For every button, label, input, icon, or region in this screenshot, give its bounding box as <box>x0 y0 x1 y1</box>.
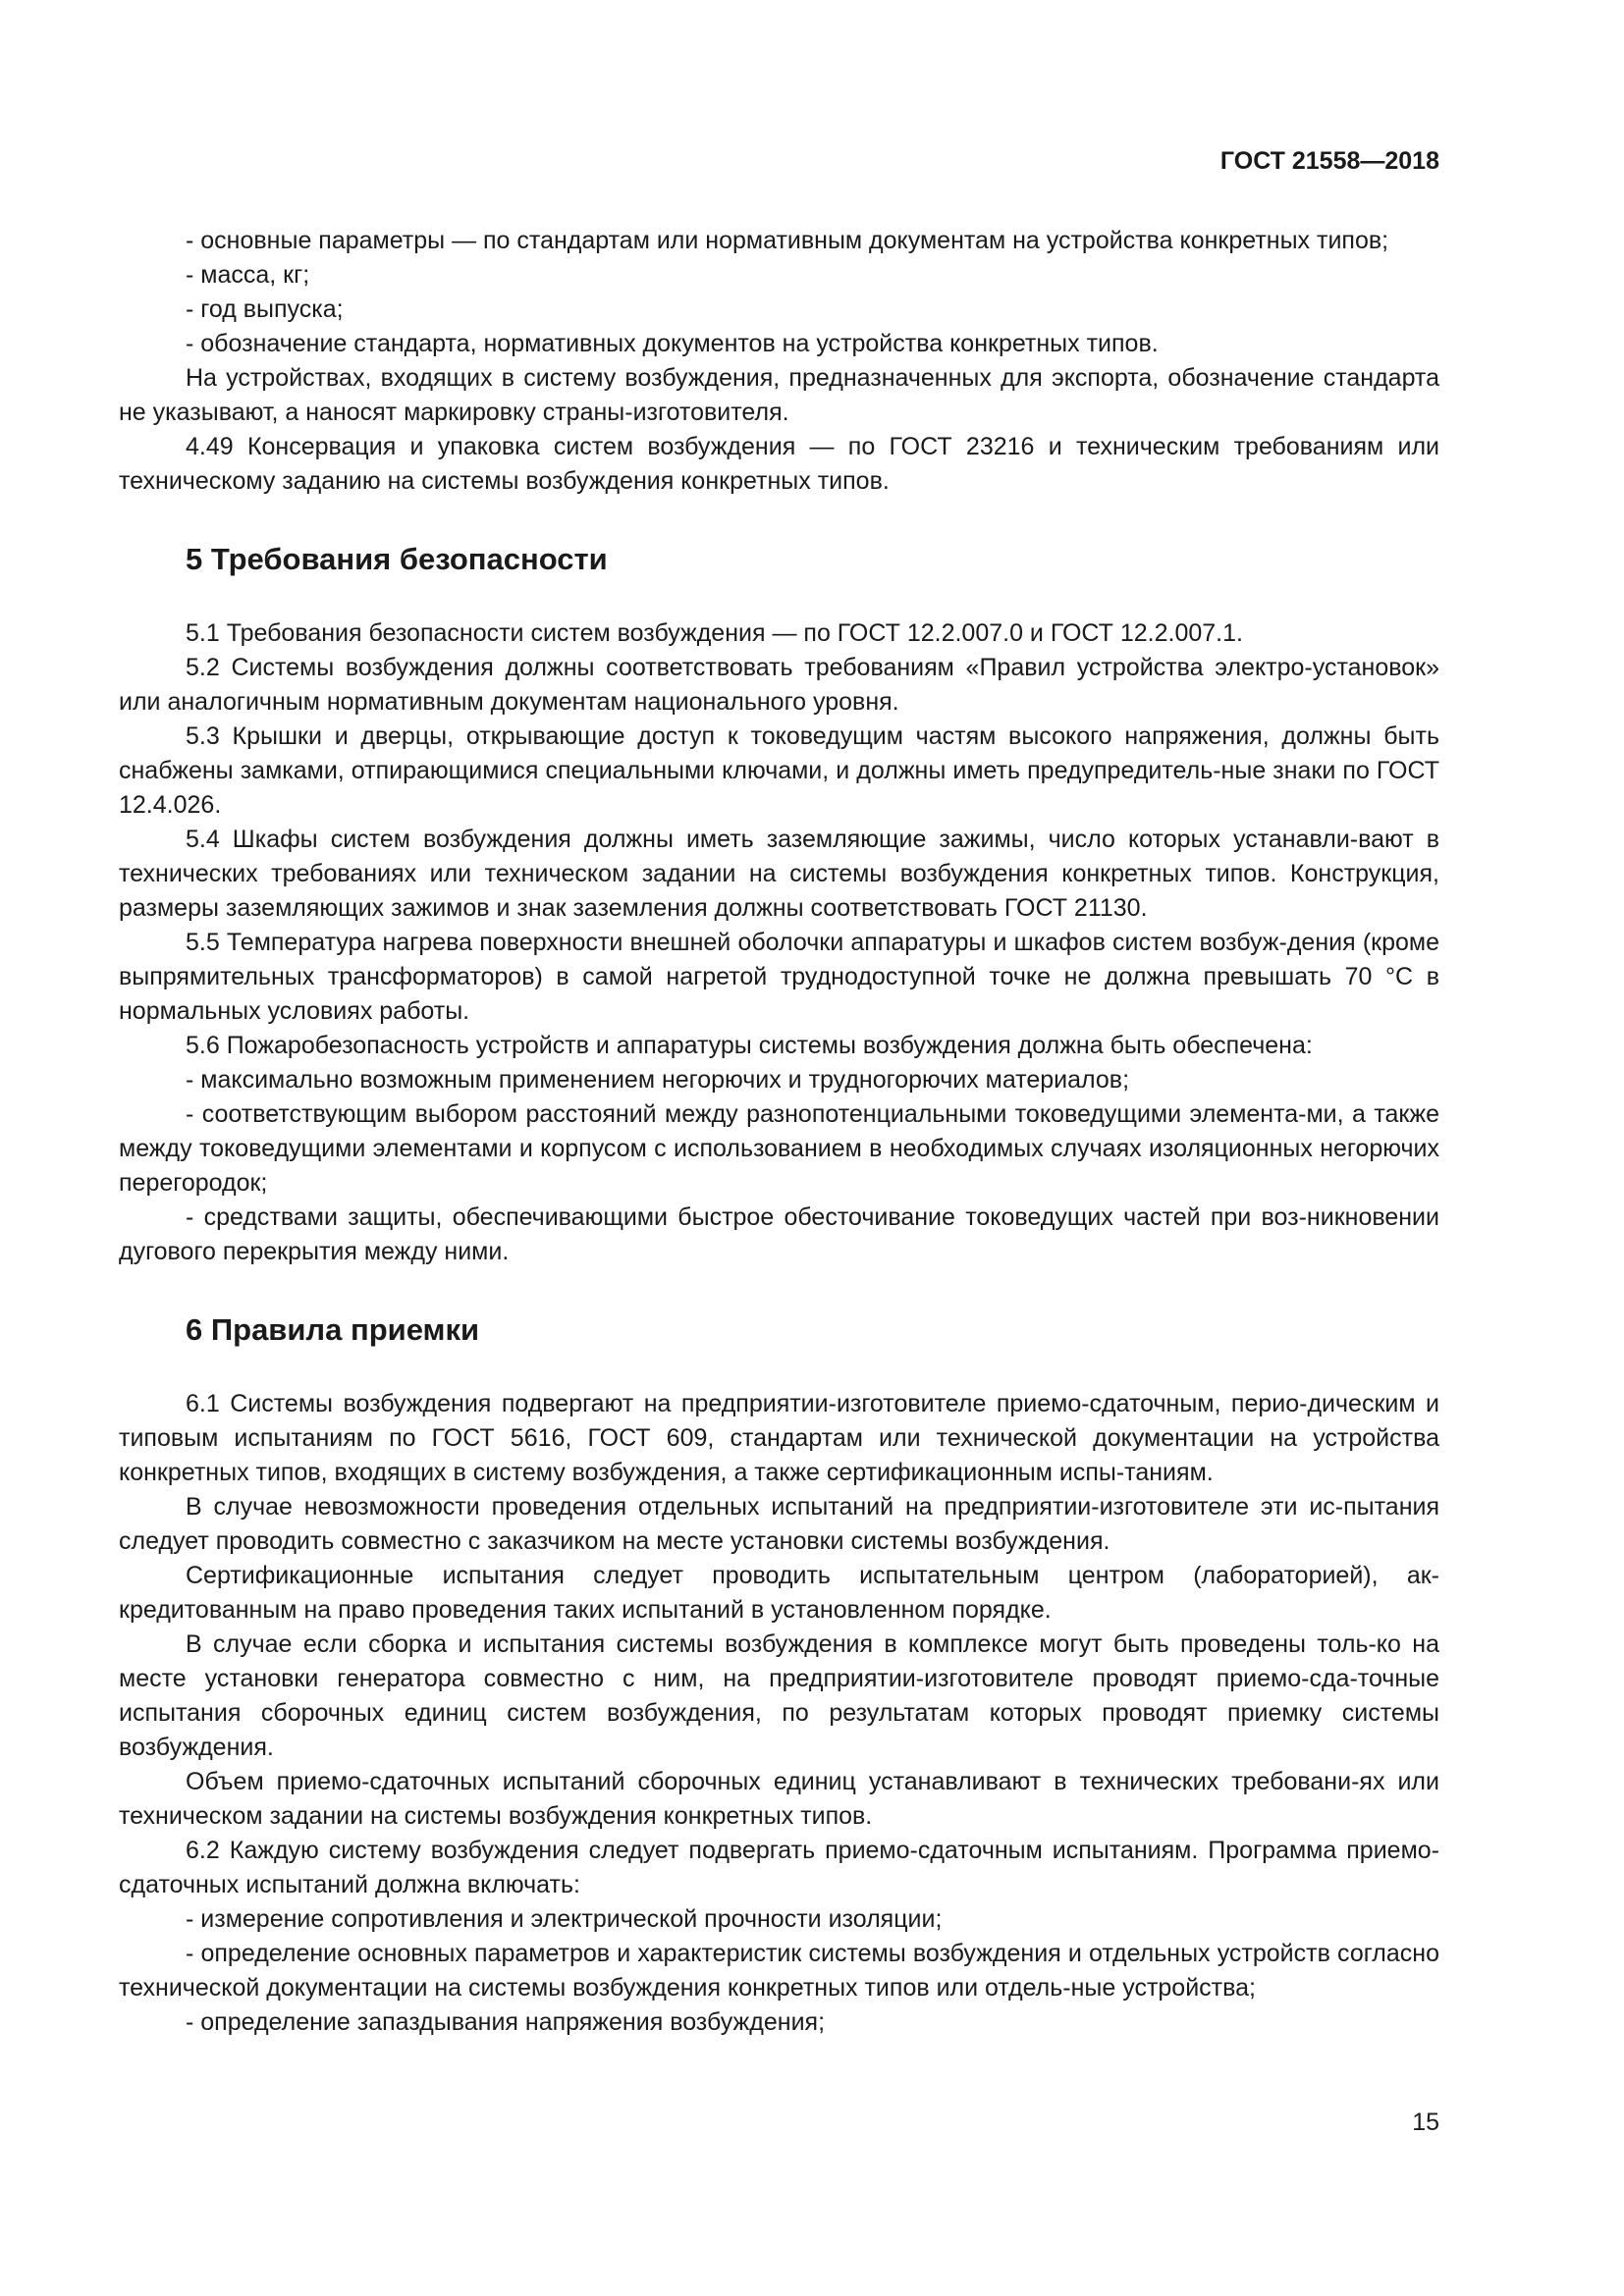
paragraph: Сертификационные испытания следует проводить испытательным центром (лабораторией), ак-кредитованным на право проведения таких испытаний в установленном порядке. <box>119 1562 1439 1624</box>
paragraph: - масса, кг; <box>186 261 310 289</box>
list-item: - измерение сопротивления и электрической прочности изоляции; <box>186 1905 943 1933</box>
list-item: - максимально возможным применением негорючих и трудногорючих материалов; <box>186 1066 1130 1094</box>
paragraph: 6.1 Системы возбуждения подвергают на предприятии-изготовителе приемо-сдаточным, перио-дическим и типовым испытаниям по ГОСТ 5616, ГОСТ 609, стандартам или технической документации на устройства конкретных типов, входящих в систему возбуждения, а также сертификационным испы-таниям. <box>119 1390 1439 1486</box>
paragraph: 5.3 Крышки и дверцы, открывающие доступ к токоведущим частям высокого напряжения, должны быть снабжены замками, отпирающимися специальными ключами, и должны иметь предупредитель-ные знаки по ГОСТ 12.4.026. <box>119 722 1439 819</box>
list-item: - определение основных параметров и характеристик системы возбуждения и отдельных устройств согласно технической документации на системы возбуждения конкретных типов или отдель-ные устройства; <box>119 1940 1439 2002</box>
paragraph: Объем приемо-сдаточных испытаний сборочных единиц устанавливают в технических требовани-ях или техническом задании на системы возбуждения конкретных типов. <box>119 1768 1439 1830</box>
paragraph: 5.1 Требования безопасности систем возбуждения — по ГОСТ 12.2.007.0 и ГОСТ 12.2.007.1. <box>186 619 1243 647</box>
paragraph: 5.6 Пожаробезопасность устройств и аппаратуры системы возбуждения должна быть обеспечена: <box>186 1032 1313 1059</box>
section-heading-6: 6 Правила приемки <box>186 1312 480 1347</box>
paragraph: 5.4 Шкафы систем возбуждения должны иметь заземляющие зажимы, число которых устанавли-вают в технических требованиях или техническом задании на системы возбуждения конкретных типов. Конструкция, размеры заземляющих зажимов и знак заземления должны соответствовать ГОСТ 21130. <box>119 826 1439 922</box>
list-item: - соответствующим выбором расстояний между разнопотенциальными токоведущими элемента-ми, а также между токоведущими элементами и корпусом с использованием в необходимых случаях изоляционных негорючих перегородок; <box>119 1100 1439 1197</box>
paragraph: 4.49 Консервация и упаковка систем возбуждения — по ГОСТ 23216 и техническим требованиям или техническому заданию на системы возбуждения конкретных типов. <box>119 433 1439 495</box>
paragraph: 5.2 Системы возбуждения должны соответствовать требованиям «Правил устройства электро-установок» или аналогичным нормативным документам национального уровня. <box>119 654 1439 716</box>
paragraph: - обозначение стандарта, нормативных документов на устройства конкретных типов. <box>186 330 1159 357</box>
document-body <box>119 224 1439 2040</box>
paragraph: 5.5 Температура нагрева поверхности внешней оболочки аппаратуры и шкафов систем возбуж-дения (кроме выпрямительных трансформаторов) в самой нагретой труднодоступной точке не должна превышать 70 °С в нормальных условиях работы. <box>119 929 1439 1025</box>
paragraph: В случае невозможности проведения отдельных испытаний на предприятии-изготовителе эти ис-пытания следует проводить совместно с заказчиком на месте установки системы возбуждения. <box>119 1493 1439 1555</box>
paragraph: В случае если сборка и испытания системы возбуждения в комплексе могут быть проведены толь-ко на месте установки генератора совместно с ним, на предприятии-изготовителе проводят приемо-сда-точные испытания сборочных единиц систем возбуждения, по результатам которых проводят приемку системы возбуждения. <box>119 1630 1439 1761</box>
paragraph: - основные параметры — по стандартам или нормативным документам на устройства конкретных типов; <box>186 227 1389 254</box>
document-id-header: ГОСТ 21558—2018 <box>1219 147 1439 175</box>
list-item: - определение запаздывания напряжения возбуждения; <box>186 2008 826 2036</box>
paragraph: На устройствах, входящих в систему возбуждения, предназначенных для экспорта, обозначение стандарта не указывают, а наносят маркировку страны-изготовителя. <box>119 364 1439 426</box>
paragraph: - год выпуска; <box>186 295 344 323</box>
list-item: - средствами защиты, обеспечивающими быстрое обесточивание токоведущих частей при воз-никновении дугового перекрытия между ними. <box>119 1203 1439 1265</box>
page-number: 15 <box>1412 2109 1439 2136</box>
paragraph: 6.2 Каждую систему возбуждения следует подвергать приемо-сдаточным испытаниям. Программа приемо-сдаточных испытаний должна включать: <box>119 1837 1439 1898</box>
section-heading-5: 5 Требования безопасности <box>186 542 608 576</box>
